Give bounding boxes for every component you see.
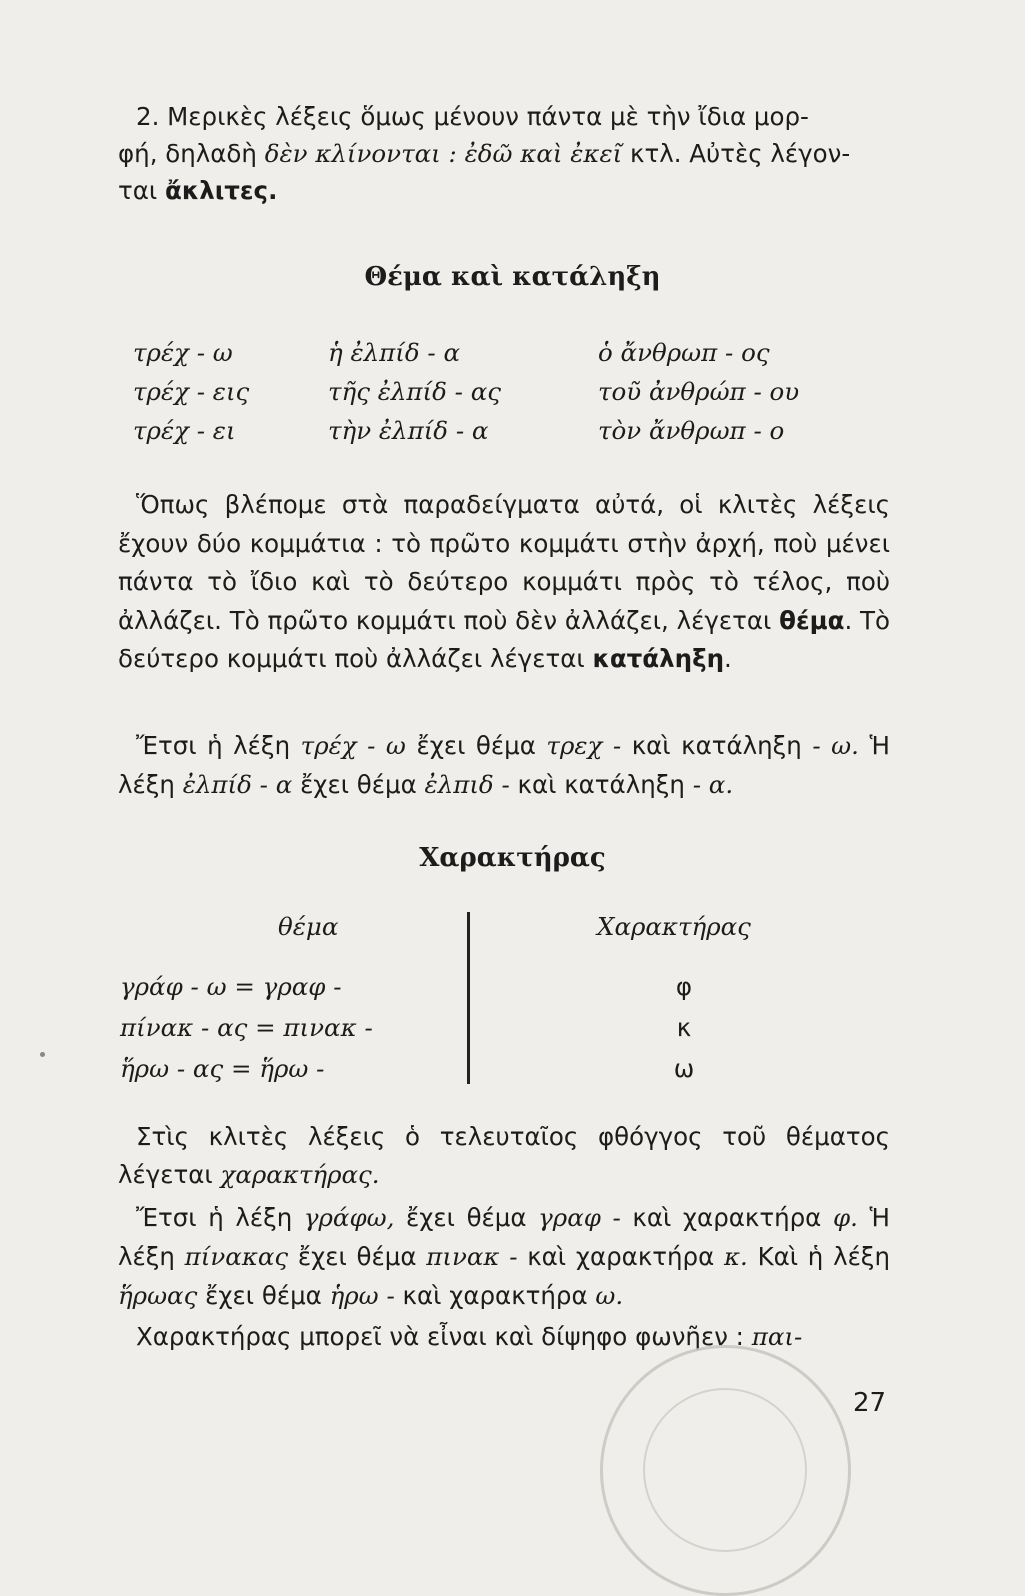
table1-cell: τῆς ἐλπίδ - ας <box>328 377 501 406</box>
table2-character: κ <box>676 1013 692 1042</box>
section-heading-charaktiras: Χαρακτήρας <box>419 843 606 873</box>
text: Χαρακτήρας μπορεῖ νὰ εἶναι καὶ δίψηφο φωνῆεν : <box>136 1322 752 1351</box>
table2-character: ω <box>673 1054 695 1083</box>
text: ἔχει θέμα <box>197 1281 330 1310</box>
text: Καὶ ἡ λέξη <box>747 1242 890 1271</box>
table1-cell: τὴν ἐλπίδ - α <box>328 416 489 445</box>
para1-line2 <box>118 135 890 172</box>
text: ἔχει θέμα <box>394 1203 539 1232</box>
example-stem: ἡρω - <box>329 1281 395 1310</box>
paragraph-thema-katalixi <box>118 486 890 679</box>
table2-stem: γράφ - ω = γραφ - <box>120 972 342 1001</box>
paragraph-charaktiras-examples <box>118 1198 890 1315</box>
paragraph-example-thema <box>118 727 890 804</box>
example-stem: ἐλπιδ - <box>424 769 510 799</box>
example-char: φ. <box>832 1203 858 1232</box>
example-word: πίνακας <box>184 1242 289 1271</box>
text: καὶ χαρακτήρα <box>394 1281 596 1310</box>
text: ἔχει θέμα <box>288 1242 427 1271</box>
term-charaktiras: χαρακτήρας. <box>220 1160 380 1189</box>
table1-cell: τὸν ἄνθρωπ - ο <box>598 416 785 445</box>
stamp-inner-ring <box>643 1388 807 1552</box>
text: . Τὸ δεύτερο κομμάτι ποὺ ἀλλάζει λέγεται <box>118 605 890 673</box>
text: φή, δηλαδὴ <box>118 139 265 168</box>
text: καὶ χαρακτήρα <box>517 1242 724 1271</box>
table2-header-right: Χαρακτήρας <box>597 912 751 941</box>
paragraph-akliti <box>118 98 890 209</box>
table1-cell: τρέχ - εις <box>133 377 250 406</box>
example-word: ἥρωας <box>118 1281 198 1310</box>
term-katalixi: κατάληξη <box>592 644 725 673</box>
text: κτλ. Αὐτὲς λέγον- <box>622 139 851 168</box>
example-stem: τρεχ - <box>546 731 622 760</box>
paragraph-charaktiras-def <box>118 1118 890 1194</box>
para1-line3 <box>118 172 890 209</box>
example-word: τρέχ - ω <box>300 731 406 760</box>
example-word: ἐλπίδ - α <box>182 769 293 799</box>
para1-line1: 2. Μερικὲς λέξεις ὅμως μένουν πάντα μὲ τὴν ἴδια μορ- <box>136 102 809 131</box>
table1-cell: ἡ ἐλπίδ - α <box>328 338 460 367</box>
table2-header-left: θέμα <box>278 912 339 941</box>
table1-cell: τρέχ - ω <box>133 338 233 367</box>
examples-italic: δὲν κλίνονται : ἐδῶ καὶ ἐκεῖ <box>264 139 623 168</box>
text: Ἔτσι ἡ λέξη <box>136 1203 304 1232</box>
table2-character: φ <box>675 972 693 1001</box>
section-heading-thema: Θέμα καὶ κατάληξη <box>364 262 661 292</box>
table2-stem: πίνακ - ας = πινακ - <box>120 1013 373 1042</box>
table2-divider <box>467 912 470 1084</box>
example-stem: γραφ - <box>538 1203 621 1232</box>
table1-cell: ὁ ἄνθρωπ - ος <box>598 338 770 367</box>
text: Ἔτσι ἡ λέξη <box>136 731 301 760</box>
text: καὶ κατάληξη <box>621 731 813 760</box>
text: . <box>724 644 732 673</box>
table2-stem: ἥρω - ας = ἥρω - <box>120 1054 325 1083</box>
text: καὶ κατάληξη <box>509 769 693 799</box>
example-word: παι- <box>751 1322 803 1351</box>
speck <box>40 1052 45 1057</box>
example-char: ω. <box>595 1281 624 1310</box>
text: Ἡ λέξη <box>118 731 890 799</box>
text: ται <box>118 176 165 205</box>
text: Ἡ λέξη <box>118 1203 890 1271</box>
term-thema: θέμα <box>779 605 845 635</box>
page-number: 27 <box>853 1388 887 1418</box>
term-akliti: ἄκλιτες. <box>164 176 278 205</box>
text: Στὶς κλιτὲς λέξεις ὁ τελευταῖος φθόγγος τοῦ θέματος λέγεται <box>118 1122 890 1189</box>
library-stamp <box>600 1345 851 1596</box>
table1-cell: τοῦ ἀνθρώπ - ου <box>598 377 800 406</box>
example-stem: πινακ - <box>426 1242 518 1271</box>
example-char: κ. <box>723 1242 748 1271</box>
text: ἔχει θέμα <box>292 769 425 799</box>
text: καὶ χαρακτήρα <box>620 1203 833 1232</box>
text: ἔχει θέμα <box>405 731 547 760</box>
example-ending: - α. <box>692 769 734 799</box>
table1-cell: τρέχ - ει <box>133 416 236 445</box>
example-word: γράφω, <box>303 1203 395 1232</box>
text: Ὅπως βλέπομε στὰ παραδείγματα αὐτά, οἱ κλιτὲς λέξεις ἔχουν δύο κομμάτια : τὸ πρῶτο κομμάτι στὴν ἀρχή, ποὺ μένει πάντα τὸ ἴδιο καὶ τὸ δεύτερο κομμάτι πρὸς τὸ τέλος, ποὺ ἀλλάζει. Τὸ πρῶτο κομμάτι ποὺ δὲν ἀλλάζει, λέγεται <box>118 490 890 635</box>
example-ending: - ω. <box>812 731 859 760</box>
paragraph-diphthong <box>118 1318 890 1355</box>
